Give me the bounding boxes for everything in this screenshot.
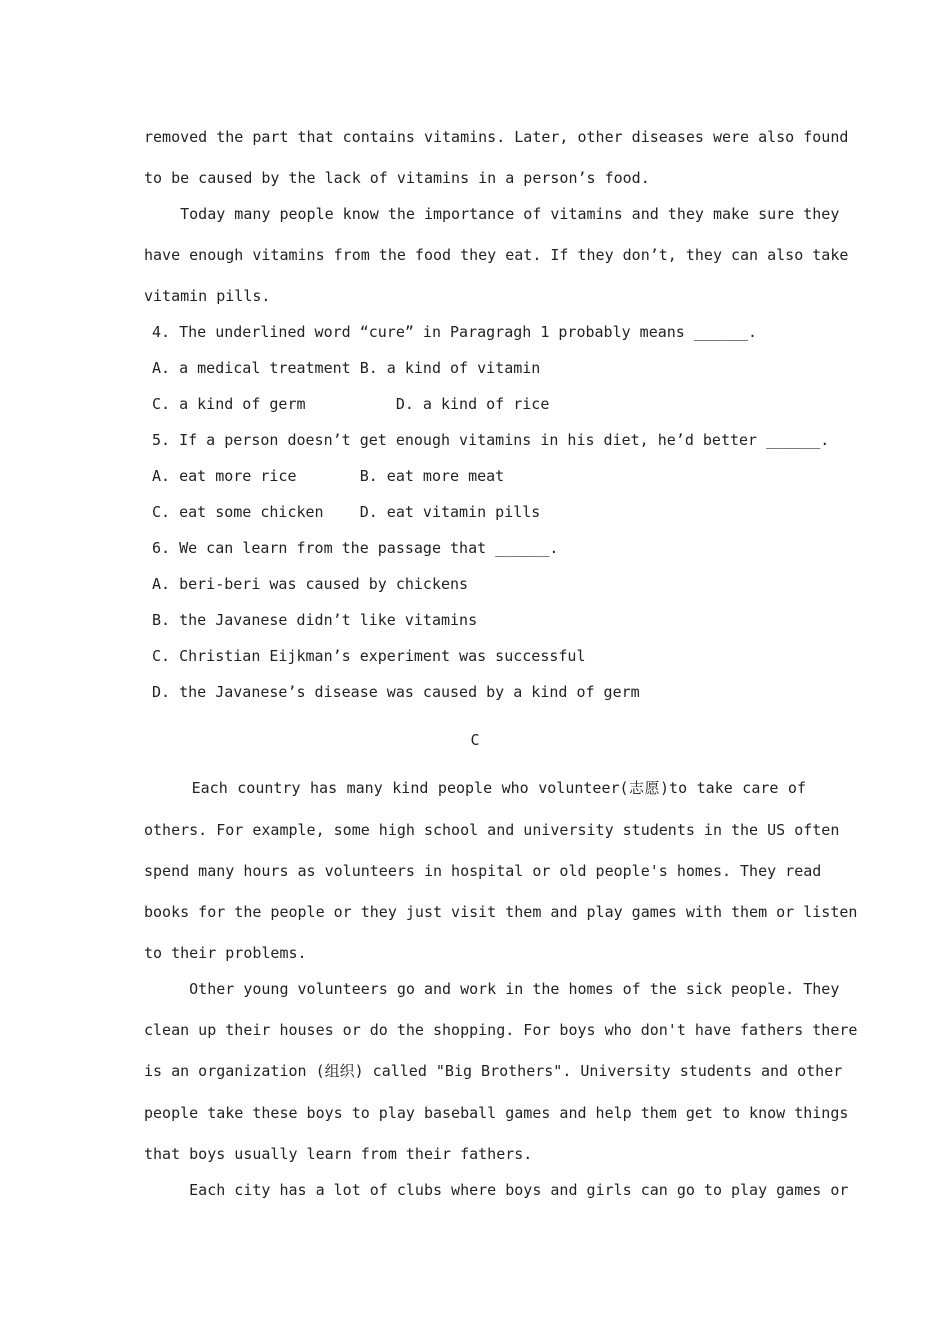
question-6-option-d: D. the Javanese’s disease was caused by a kind of germ <box>152 683 640 701</box>
section-c-line-1: Each country has many kind people who volunteer(志愿)to take care of <box>144 779 806 797</box>
section-c-line-2: others. For example, some high school and university students in the US often <box>144 821 840 839</box>
section-c-line-6: Other young volunteers go and work in the homes of the sick people. They <box>144 980 840 998</box>
question-6-option-a: A. beri-beri was caused by chickens <box>152 575 469 593</box>
question-4-stem: 4. The underlined word “cure” in Paragragh 1 probably means ______. <box>152 323 758 341</box>
section-c-line-11: Each city has a lot of clubs where boys and girls can go to play games or <box>144 1181 849 1199</box>
question-5-options-cd: C. eat some chicken D. eat vitamin pills <box>152 503 541 521</box>
section-c-line-3: spend many hours as volunteers in hospital or old people's homes. They read <box>144 862 822 880</box>
question-4-options-cd: C. a kind of germ D. a kind of rice <box>152 395 550 413</box>
passage-b-line-2: to be caused by the lack of vitamins in a person’s food. <box>144 169 650 187</box>
section-c-line-9: people take these boys to play baseball games and help them get to know things <box>144 1104 849 1122</box>
question-6-option-b: B. the Javanese didn’t like vitamins <box>152 611 478 629</box>
passage-b-line-1: removed the part that contains vitamins. Later, other diseases were also found <box>144 128 849 146</box>
section-c-line-8: is an organization (组织) called "Big Brothers". University students and other <box>144 1062 843 1080</box>
section-c-line-4: books for the people or they just visit them and play games with them or listen <box>144 903 858 921</box>
section-c-heading: C <box>470 731 480 749</box>
question-4-options-ab: A. a medical treatment B. a kind of vitamin <box>152 359 541 377</box>
section-c-line-10: that boys usually learn from their fathers. <box>144 1145 533 1163</box>
passage-b-line-5: vitamin pills. <box>144 287 271 305</box>
section-c-line-7: clean up their houses or do the shopping. For boys who don't have fathers there <box>144 1021 858 1039</box>
passage-b-line-4: have enough vitamins from the food they eat. If they don’t, they can also take <box>144 246 849 264</box>
question-5-stem: 5. If a person doesn’t get enough vitamins in his diet, he’d better ______. <box>152 431 830 449</box>
question-5-options-ab: A. eat more rice B. eat more meat <box>152 467 505 485</box>
question-6-stem: 6. We can learn from the passage that ______. <box>152 539 559 557</box>
passage-b-line-3: Today many people know the importance of vitamins and they make sure they <box>144 205 840 223</box>
section-c-line-5: to their problems. <box>144 944 307 962</box>
question-6-option-c: C. Christian Eijkman’s experiment was successful <box>152 647 586 665</box>
